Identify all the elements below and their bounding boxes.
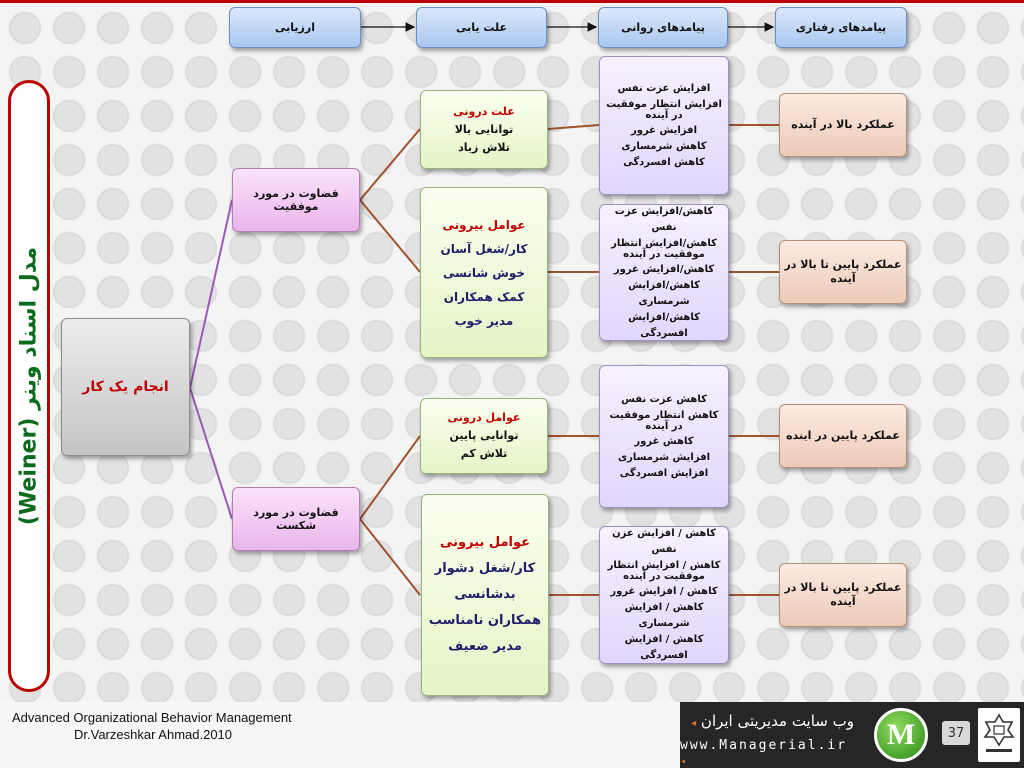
site-name [691,712,854,730]
header-label: پیامدهای روانی [621,21,705,34]
site-url [680,738,854,768]
header-behavioral [775,7,907,48]
cause-title: علت درونی [453,104,515,118]
university-seal-icon [978,708,1020,762]
header-psychological [598,7,728,48]
cause-failure-internal [420,398,548,474]
feeling-item: کاهش / افزایش انتظار موفقیت در آینده [607,560,721,582]
feeling-item: افزایش عزت نفس [617,82,711,94]
cause-line: تلاش کم [460,447,508,460]
feeling-item: افزایش افسردگی [619,467,709,479]
site-name-text: وب سایت مدیریتی ایران [700,712,854,730]
feelings-success-external [599,204,729,341]
behavior-label: عملکرد پایین تا بالا در آینده [784,258,902,285]
vertical-title: مدل اسناد وینر (Weiner) [16,246,42,526]
feelings-failure-internal [599,365,729,508]
cause-title: عوامل بیرونی [442,217,526,232]
behavior-success-internal [779,93,907,157]
behavior-success-external [779,240,907,304]
root-label: انجام یک کار [82,379,169,395]
cause-line: کار/شغل دشوار [434,561,536,576]
header-label: ارزیابی [275,21,315,34]
feeling-item: کاهش/افزایش افسردگی [628,311,700,339]
behavior-failure-internal [779,404,907,468]
cause-line: مدیر خوب [454,313,514,328]
feeling-item: کاهش / افزایش افسردگی [624,634,704,661]
cause-line: توانایی پایین [449,429,519,442]
cause-line: خوش شانسی [442,265,526,280]
cause-line: توانایی بالا [454,122,514,136]
arrow-icon: ◂ [691,718,697,729]
judgement-label: قضاوت در مورد موفقیت [253,187,339,213]
cause-line: کمک همکاران [443,289,525,304]
footer-author: Dr.Varzeshkar Ahmad.2010 [74,727,233,742]
behavior-label: عملکرد پایین تا بالا در آینده [784,581,902,608]
feeling-item: کاهش/افزایش انتظار موفقیت در آینده [611,237,717,260]
cause-success-external [420,187,548,358]
feelings-failure-external [599,526,729,664]
header-evaluation [229,7,361,48]
feelings-success-internal [599,56,729,195]
arrow-icon: ◂ [680,756,689,767]
cause-line: کار/شغل آسان [440,241,528,256]
feeling-item: افزایش غرور [630,124,698,136]
vertical-title-frame [8,80,50,692]
site-banner [680,702,1024,768]
feeling-item: کاهش شرمساری [621,140,707,152]
behavior-failure-external [779,563,907,627]
cause-success-internal [420,90,548,169]
cause-title: عوامل درونی [447,411,521,424]
header-attribution [416,7,547,48]
root-node [61,318,190,456]
feeling-item: کاهش افسردگی [623,156,705,168]
feeling-item: کاهش عزت نفس [621,393,707,405]
header-label: پیامدهای رفتاری [795,21,887,34]
cause-line: مدیر ضعیف [448,639,522,654]
feeling-item: افزایش انتظار موفقیت در آینده [606,98,722,121]
page-number: 37 [942,721,970,745]
cause-line: همکاران نامناسب [428,613,542,628]
feeling-item: کاهش غرور [634,435,694,447]
header-label: علت یابی [456,21,507,34]
feeling-item: کاهش/افزایش شرمساری [628,279,700,307]
cause-title: عوامل بیرونی [439,535,531,550]
feeling-item: افزایش شرمساری [617,451,711,463]
feeling-item: کاهش/افزایش عزت نفس [614,205,714,233]
behavior-label: عملکرد بالا در آینده [791,118,895,131]
judgement-label: قضاوت در مورد شکست [253,506,339,532]
cause-failure-external [421,494,549,696]
judgement-success [232,168,360,232]
site-url-text: www.Managerial.ir [680,738,848,753]
feeling-item: کاهش/افزایش غرور [613,263,715,275]
feeling-item: کاهش / افزایش عزن نفس [612,528,716,555]
behavior-label: عملکرد پایین در اینده [786,429,900,442]
footer-course: Advanced Organizational Behavior Management [12,710,292,725]
cause-line: بدشانسی [454,587,516,602]
judgement-failure [232,487,360,551]
feeling-item: کاهش انتظار موفقیت در آینده [609,409,719,432]
cause-line: تلاش زیاد [458,140,510,154]
footer-credits [12,709,292,743]
feeling-item: کاهش / افزایش غرور [610,586,718,597]
feeling-item: کاهش / افزایش شرمساری [624,602,704,629]
managerial-logo-icon[interactable]: M [874,708,928,762]
